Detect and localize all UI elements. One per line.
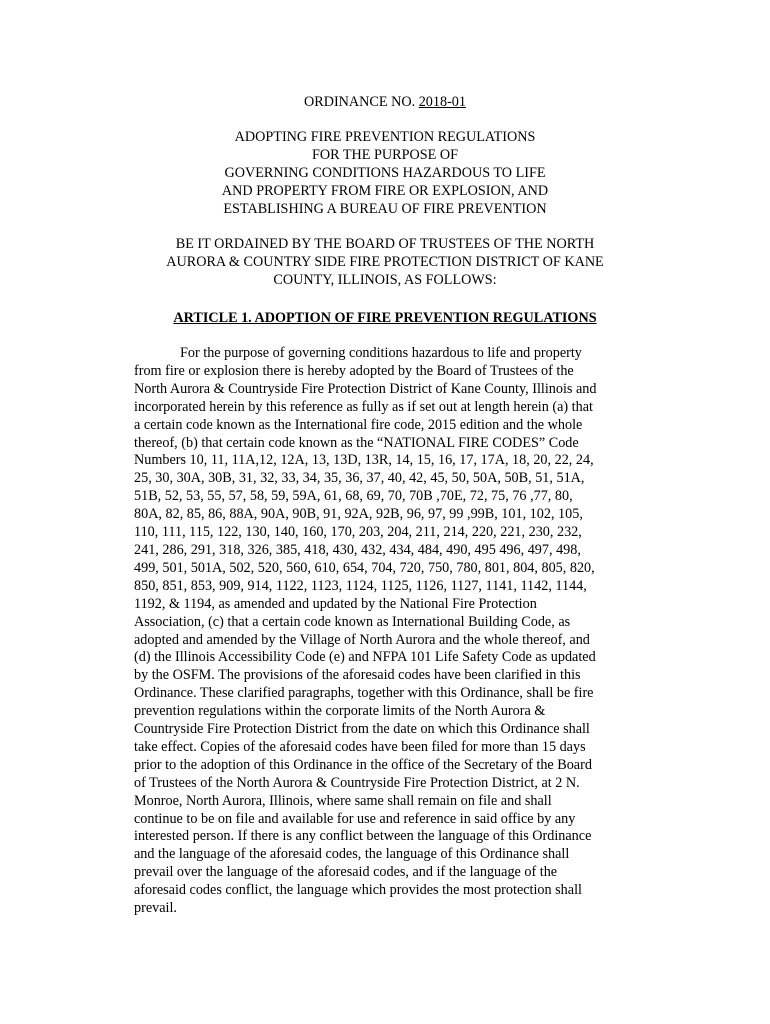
body-line: Association, (c) that a certain code known as International Building Code, as [134, 613, 571, 630]
body-line: 25, 30, 30A, 30B, 31, 32, 33, 34, 35, 36, 37, 40, 42, 45, 50, 50A, 50B, 51, 51A, [134, 470, 585, 487]
ordinance-title [0, 93, 770, 111]
enactment-clause [130, 236, 640, 290]
body-line: Monroe, North Aurora, Illinois, where same shall remain on file and shall [134, 792, 552, 809]
ordinance-label: ORDINANCE NO. [304, 94, 419, 110]
body-line: prevail over the language of the aforesaid codes, and if the language of the [134, 864, 558, 881]
body-line: 51B, 52, 53, 55, 57, 58, 59, 59A, 61, 68, 69, 70, 70B ,70E, 72, 75, 76 ,77, 80, [134, 488, 573, 505]
body-line: Numbers 10, 11, 11A,12, 12A, 13, 13D, 13R, 14, 15, 16, 17, 17A, 18, 20, 22, 24, [134, 452, 594, 469]
subtitle-line: GOVERNING CONDITIONS HAZARDOUS TO LIFE [224, 164, 546, 181]
body-line: prevention regulations within the corporate limits of the North Aurora & [134, 703, 546, 720]
body-line: adopted and amended by the Village of North Aurora and the whole thereof, and [134, 631, 590, 648]
body-line: prevail. [134, 900, 177, 917]
body-line: Ordinance. These clarified paragraphs, together with this Ordinance, shall be fire [134, 685, 594, 702]
body-line: incorporated herein by this reference as fully as if set out at length herein (a) that [134, 398, 593, 415]
subtitle-line: FOR THE PURPOSE OF [312, 146, 458, 163]
ordinance-number: 2018-01 [418, 94, 466, 110]
subtitle-line: AND PROPERTY FROM FIRE OR EXPLOSION, AND [221, 182, 549, 199]
body-line: North Aurora & Countryside Fire Protection District of Kane County, Illinois and [134, 380, 597, 397]
body-line: from fire or explosion there is hereby adopted by the Board of Trustees of the [134, 362, 574, 379]
enactment-line: BE IT ORDAINED BY THE BOARD OF TRUSTEES OF THE NORTH [175, 236, 595, 252]
body-line: continue to be on file and available for use and reference in said office by any [134, 810, 576, 827]
body-line: of Trustees of the North Aurora & Countryside Fire Protection District, at 2 N. [134, 774, 580, 791]
body-line: 241, 286, 291, 318, 326, 385, 418, 430, 432, 434, 484, 490, 495 496, 497, 498, [134, 541, 581, 558]
body-line: by the OSFM. The provisions of the aforesaid codes have been clarified in this [134, 667, 581, 684]
body-line: a certain code known as the International fire code, 2015 edition and the whole [134, 416, 583, 433]
body-line: 499, 501, 501A, 502, 520, 560, 610, 654, 704, 720, 750, 780, 801, 804, 805, 820, [134, 559, 595, 576]
subtitle-line: ADOPTING FIRE PREVENTION REGULATIONS [234, 129, 536, 145]
body-line: prior to the adoption of this Ordinance in the office of the Secretary of the Board [134, 756, 592, 773]
body-line: 1192, & 1194, as amended and updated by the National Fire Protection [134, 595, 537, 612]
body-line: 80A, 82, 85, 86, 88A, 90A, 90B, 91, 92A, 92B, 96, 97, 99 ,99B, 101, 102, 105, [134, 506, 583, 523]
subtitle-line: ESTABLISHING A BUREAU OF FIRE PREVENTION [223, 200, 547, 217]
body-line: (d) the Illinois Accessibility Code (e) and NFPA 101 Life Safety Code as updated [134, 649, 596, 666]
body-line: thereof, (b) that certain code known as the “NATIONAL FIRE CODES” Code [134, 434, 579, 451]
body-line: aforesaid codes conflict, the language which provides the most protection shall [134, 882, 582, 899]
body-line: and the language of the aforesaid codes, the language of this Ordinance shall [134, 846, 570, 863]
body-line: For the purpose of governing conditions hazardous to life and property [180, 345, 582, 361]
body-line: interested person. If there is any conflict between the language of this Ordinance [134, 828, 592, 845]
ordinance-subtitle [0, 129, 770, 219]
article-heading: ARTICLE 1. ADOPTION OF FIRE PREVENTION REGULATIONS [173, 310, 597, 326]
body-line: take effect. Copies of the aforesaid codes have been filed for more than 15 days [134, 738, 586, 755]
enactment-line: COUNTY, ILLINOIS, AS FOLLOWS: [273, 271, 497, 288]
body-line: Countryside Fire Protection District from the date on which this Ordinance shall [134, 721, 590, 738]
enactment-line: AURORA & COUNTRY SIDE FIRE PROTECTION DISTRICT OF KANE [166, 253, 604, 270]
article-body [134, 345, 636, 918]
body-line: 110, 111, 115, 122, 130, 140, 160, 170, 203, 204, 211, 214, 220, 221, 230, 232, [134, 524, 582, 541]
body-line: 850, 851, 853, 909, 914, 1122, 1123, 1124, 1125, 1126, 1127, 1141, 1142, 1144, [134, 577, 587, 594]
